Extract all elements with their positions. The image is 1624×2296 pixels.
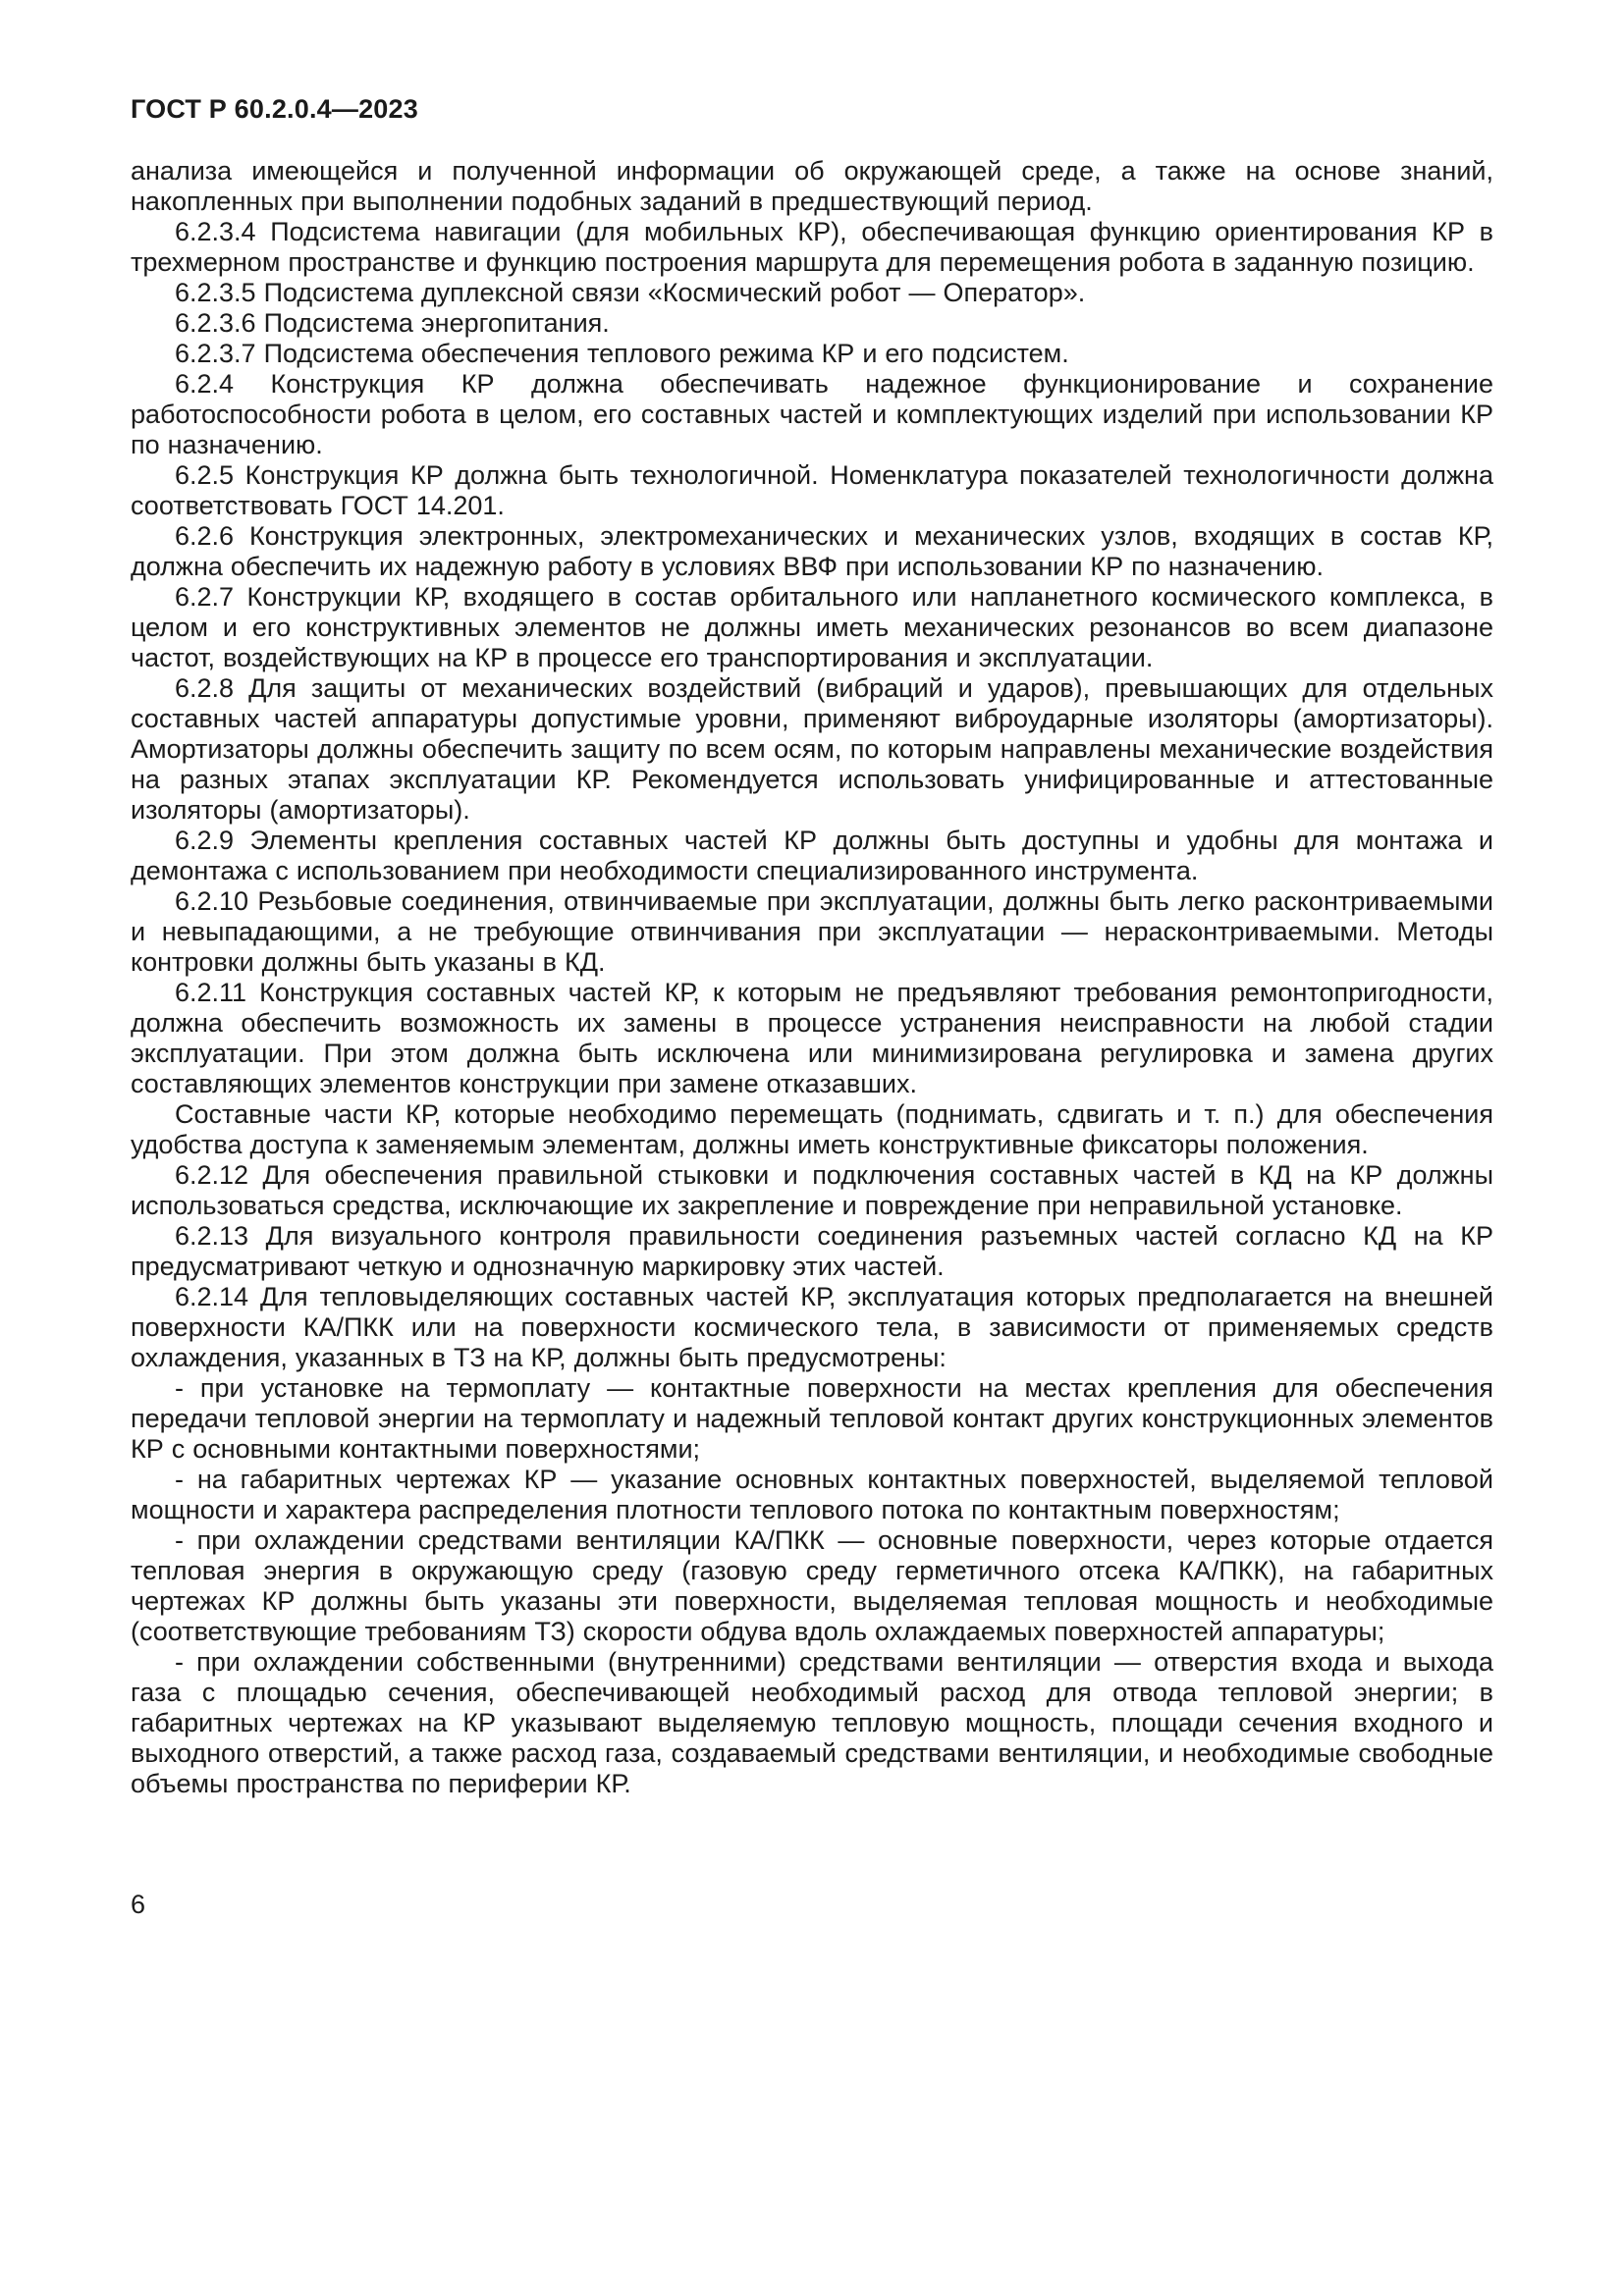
paragraph: 6.2.13 Для визуального контроля правильности соединения разъемных частей согласно КД на КР предусматривают четкую и однозначную маркировку этих частей. [131, 1221, 1493, 1281]
paragraph: 6.2.5 Конструкция КР должна быть технологичной. Номенклатура показателей технологичности должна соответствовать ГОСТ 14.201. [131, 460, 1493, 520]
paragraph: 6.2.14 Для тепловыделяющих составных частей КР, эксплуатация которых предполагается на внешней поверхности КА/ПКК или на поверхности космического тела, в зависимости от применяемых средств охлаждения, указанных в ТЗ на КР, должны быть предусмотрены: [131, 1282, 1493, 1372]
paragraph: 6.2.3.4 Подсистема навигации (для мобильных КР), обеспечивающая функцию ориентирования КР в трехмерном пространстве и функцию построения маршрута для перемещения робота в заданную позицию. [131, 217, 1493, 277]
list-item: - при охлаждении средствами вентиляции КА/ПКК — основные поверхности, через которые отдается тепловая энергия в окружающую среду (газовую среду герметичного отсека КА/ПКК), на габаритных чертежах КР должны быть указаны эти поверхности, выделяемая тепловая мощность и необходимые (соответствующие требованиям ТЗ) скорости обдува вдоль охлаждаемых поверхностей аппаратуры; [131, 1525, 1493, 1646]
paragraph: 6.2.4 Конструкция КР должна обеспечивать надежное функционирование и сохранение работоспособности робота в целом, его составных частей и комплектующих изделий при использовании КР по назначению. [131, 369, 1493, 459]
paragraph: 6.2.12 Для обеспечения правильной стыковки и подключения составных частей в КД на КР должны использоваться средства, исключающие их закрепление и повреждение при неправильной установке. [131, 1160, 1493, 1220]
paragraph: 6.2.11 Конструкция составных частей КР, к которым не предъявляют требования ремонтопригодности, должна обеспечить возможность их замены в процессе устранения неисправности на любой стадии эксплуатации. При этом должна быть исключена или минимизирована регулировка и замена других составляющих элементов конструкции при замене отказавших. [131, 978, 1493, 1098]
paragraph: 6.2.10 Резьбовые соединения, отвинчиваемые при эксплуатации, должны быть легко расконтриваемыми и невыпадающими, а не требующие отвинчивания при эксплуатации — нерасконтриваемыми. Методы контровки должны быть указаны в КД. [131, 886, 1493, 977]
list-item: - при охлаждении собственными (внутренними) средствами вентиляции — отверстия входа и выхода газа с площадью сечения, обеспечивающей необходимый расход для отвода тепловой энергии; в габаритных чертежах на КР указывают выделяемую тепловую мощность, площади сечения входного и выходного отверстий, а также расход газа, создаваемый средствами вентиляции, и необходимые свободные объемы пространства по периферии КР. [131, 1647, 1493, 1798]
paragraph: анализа имеющейся и полученной информации об окружающей среде, а также на основе знаний, накопленных при выполнении подобных заданий в предшествующий период. [131, 156, 1493, 216]
paragraph: 6.2.3.5 Подсистема дуплексной связи «Космический робот — Оператор». [175, 278, 1086, 307]
document-body [131, 156, 1493, 1799]
page-number: 6 [131, 1890, 146, 1919]
paragraph: 6.2.6 Конструкция электронных, электромеханических и механических узлов, входящих в состав КР, должна обеспечить их надежную работу в условиях ВВФ при использовании КР по назначению. [131, 521, 1493, 581]
list-item: - при установке на термоплату — контактные поверхности на местах крепления для обеспечения передачи тепловой энергии на термоплату и надежный тепловой контакт других конструкционных элементов КР с основными контактными поверхностями; [131, 1373, 1493, 1464]
paragraph: 6.2.9 Элементы крепления составных частей КР должны быть доступны и удобны для монтажа и демонтажа с использованием при необходимости специализированного инструмента. [131, 826, 1493, 885]
doc-header: ГОСТ Р 60.2.0.4—2023 [131, 94, 418, 124]
paragraph: 6.2.8 Для защиты от механических воздействий (вибраций и ударов), превышающих для отдельных составных частей аппаратуры допустимые уровни, применяют виброударные изоляторы (амортизаторы). Амортизаторы должны обеспечить защиту по всем осям, по которым направлены механические воздействия на разных этапах эксплуатации КР. Рекомендуется использовать унифицированные и аттестованные изоляторы (амортизаторы). [131, 673, 1493, 825]
list-item: - на габаритных чертежах КР — указание основных контактных поверхностей, выделяемой тепловой мощности и характера распределения плотности теплового потока по контактным поверхностям; [131, 1465, 1493, 1524]
paragraph: 6.2.7 Конструкции КР, входящего в состав орбитального или напланетного космического комплекса, в целом и его конструктивных элементов не должны иметь механических резонансов во всем диапазоне частот, воздействующих на КР в процессе его транспортирования и эксплуатации. [131, 582, 1493, 672]
paragraph: Составные части КР, которые необходимо перемещать (поднимать, сдвигать и т. п.) для обеспечения удобства доступа к заменяемым элементам, должны иметь конструктивные фиксаторы положения. [131, 1099, 1493, 1159]
paragraph: 6.2.3.7 Подсистема обеспечения теплового режима КР и его подсистем. [175, 339, 1069, 368]
paragraph: 6.2.3.6 Подсистема энергопитания. [175, 308, 610, 338]
